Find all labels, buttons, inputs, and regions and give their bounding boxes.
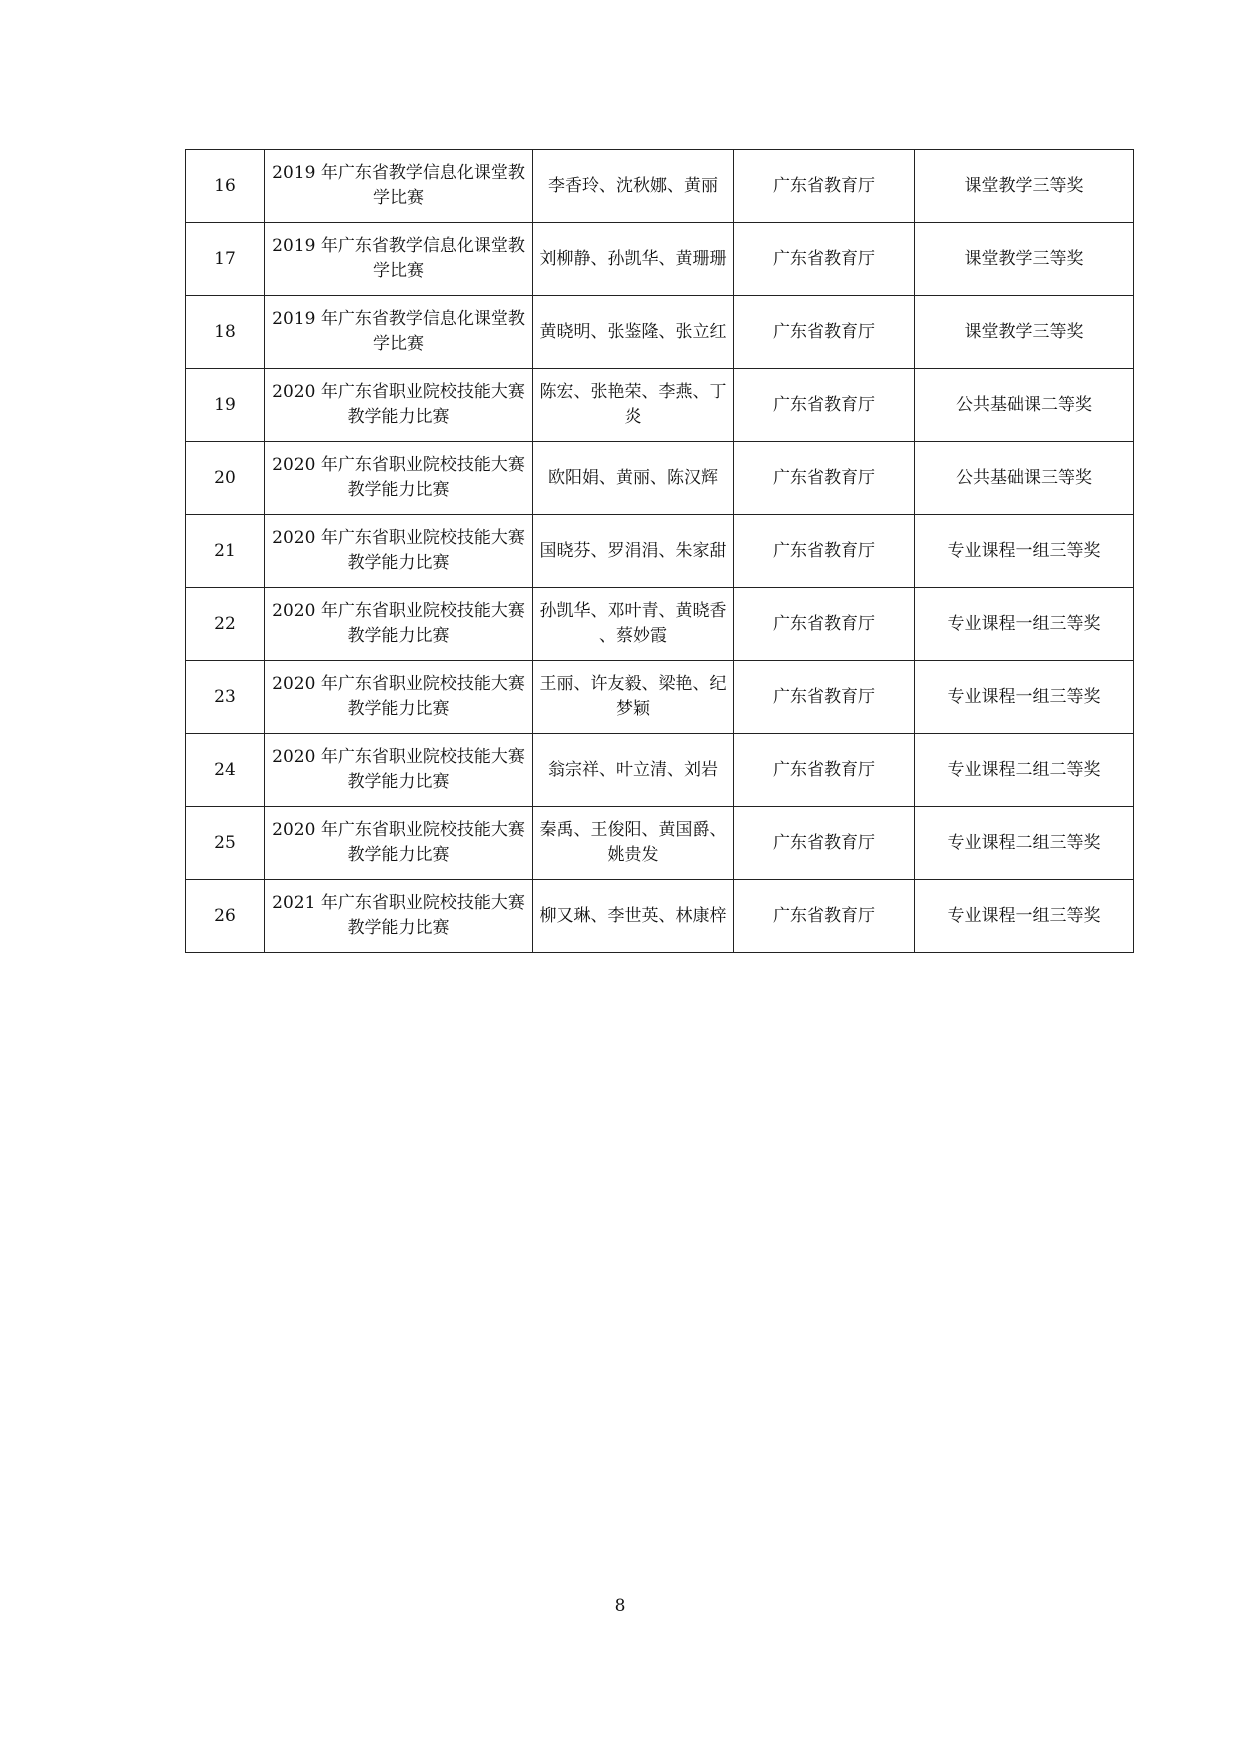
organizer-cell: 广东省教育厅 — [734, 588, 915, 661]
competition-name-cell: 2019 年广东省教学信息化课堂教学比赛 — [265, 296, 533, 369]
team-members-cell: 柳又琳、李世英、林康梓 — [533, 880, 734, 953]
team-members-cell: 陈宏、张艳荣、李燕、丁炎 — [533, 369, 734, 442]
row-number-cell: 18 — [186, 296, 265, 369]
competition-name-cell: 2020 年广东省职业院校技能大赛教学能力比赛 — [265, 442, 533, 515]
award-level-cell: 专业课程一组三等奖 — [915, 661, 1134, 734]
table-row — [186, 442, 1134, 515]
competition-name-cell: 2019 年广东省教学信息化课堂教学比赛 — [265, 223, 533, 296]
table-row — [186, 150, 1134, 223]
award-level-cell: 专业课程一组三等奖 — [915, 515, 1134, 588]
award-level-cell: 课堂教学三等奖 — [915, 296, 1134, 369]
award-level-cell: 课堂教学三等奖 — [915, 150, 1134, 223]
organizer-cell: 广东省教育厅 — [734, 880, 915, 953]
row-number-cell: 22 — [186, 588, 265, 661]
team-members-cell: 刘柳静、孙凯华、黄珊珊 — [533, 223, 734, 296]
team-members-cell: 翁宗祥、叶立清、刘岩 — [533, 734, 734, 807]
competition-name-cell: 2020 年广东省职业院校技能大赛教学能力比赛 — [265, 369, 533, 442]
table-row — [186, 588, 1134, 661]
award-level-cell: 公共基础课三等奖 — [915, 442, 1134, 515]
award-level-cell: 专业课程二组二等奖 — [915, 734, 1134, 807]
table-row — [186, 880, 1134, 953]
organizer-cell: 广东省教育厅 — [734, 150, 915, 223]
organizer-cell: 广东省教育厅 — [734, 369, 915, 442]
row-number-cell: 17 — [186, 223, 265, 296]
page-number: 8 — [614, 1596, 626, 1616]
table-row — [186, 734, 1134, 807]
row-number-cell: 24 — [186, 734, 265, 807]
organizer-cell: 广东省教育厅 — [734, 515, 915, 588]
competition-name-cell: 2020 年广东省职业院校技能大赛教学能力比赛 — [265, 807, 533, 880]
award-level-cell: 专业课程二组三等奖 — [915, 807, 1134, 880]
table-row — [186, 296, 1134, 369]
award-level-cell: 课堂教学三等奖 — [915, 223, 1134, 296]
award-level-cell: 专业课程一组三等奖 — [915, 880, 1134, 953]
team-members-cell: 李香玲、沈秋娜、黄丽 — [533, 150, 734, 223]
organizer-cell: 广东省教育厅 — [734, 296, 915, 369]
competition-name-cell: 2019 年广东省教学信息化课堂教学比赛 — [265, 150, 533, 223]
organizer-cell: 广东省教育厅 — [734, 661, 915, 734]
organizer-cell: 广东省教育厅 — [734, 807, 915, 880]
competition-name-cell: 2020 年广东省职业院校技能大赛教学能力比赛 — [265, 588, 533, 661]
competition-name-cell: 2020 年广东省职业院校技能大赛教学能力比赛 — [265, 734, 533, 807]
team-members-cell: 欧阳娟、黄丽、陈汉辉 — [533, 442, 734, 515]
team-members-cell: 孙凯华、邓叶青、黄晓香 、蔡妙霞 — [533, 588, 734, 661]
row-number-cell: 19 — [186, 369, 265, 442]
competition-name-cell: 2021 年广东省职业院校技能大赛教学能力比赛 — [265, 880, 533, 953]
table-row — [186, 369, 1134, 442]
row-number-cell: 25 — [186, 807, 265, 880]
organizer-cell: 广东省教育厅 — [734, 442, 915, 515]
table-row — [186, 807, 1134, 880]
table-row — [186, 223, 1134, 296]
award-level-cell: 专业课程一组三等奖 — [915, 588, 1134, 661]
award-level-cell: 公共基础课二等奖 — [915, 369, 1134, 442]
award-table-body — [186, 150, 1134, 953]
table-row — [186, 515, 1134, 588]
competition-name-cell: 2020 年广东省职业院校技能大赛教学能力比赛 — [265, 661, 533, 734]
team-members-cell: 国晓芬、罗涓涓、朱家甜 — [533, 515, 734, 588]
row-number-cell: 16 — [186, 150, 265, 223]
row-number-cell: 26 — [186, 880, 265, 953]
team-members-cell: 王丽、许友毅、梁艳、纪梦颖 — [533, 661, 734, 734]
row-number-cell: 21 — [186, 515, 265, 588]
row-number-cell: 23 — [186, 661, 265, 734]
team-members-cell: 秦禹、王俊阳、黄国爵、姚贵发 — [533, 807, 734, 880]
award-table — [185, 149, 1134, 953]
row-number-cell: 20 — [186, 442, 265, 515]
team-members-cell: 黄晓明、张鉴隆、张立红 — [533, 296, 734, 369]
organizer-cell: 广东省教育厅 — [734, 734, 915, 807]
table-row — [186, 661, 1134, 734]
organizer-cell: 广东省教育厅 — [734, 223, 915, 296]
competition-name-cell: 2020 年广东省职业院校技能大赛教学能力比赛 — [265, 515, 533, 588]
